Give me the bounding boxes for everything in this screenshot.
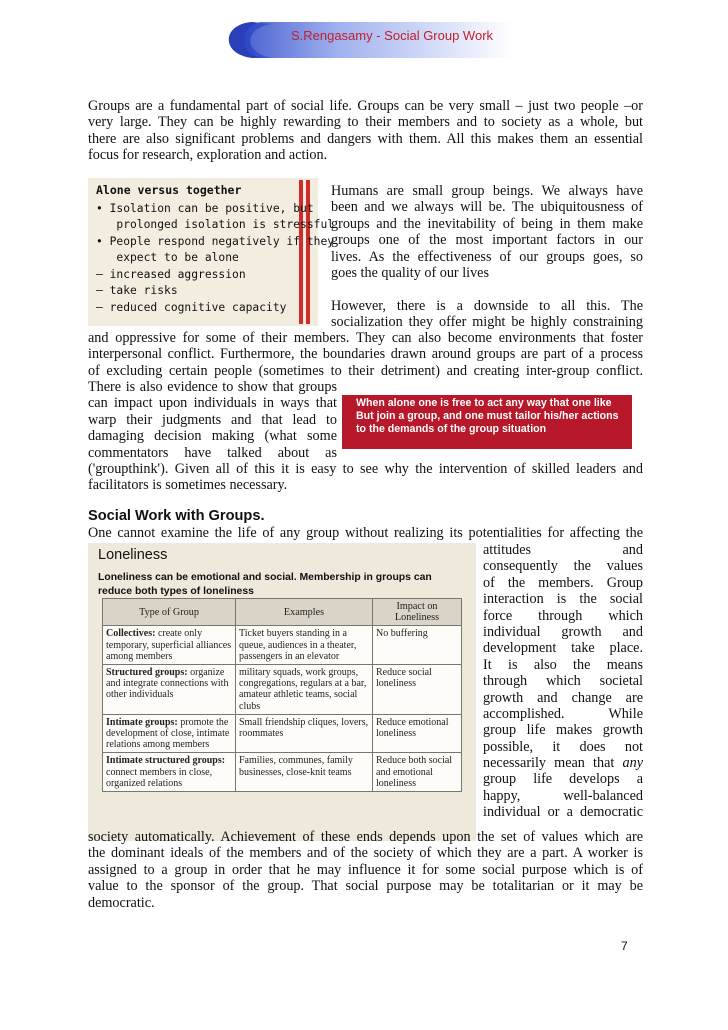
text-line: damaging decision making (what some: [88, 428, 337, 445]
alone-box-title: Alone versus together: [96, 183, 242, 197]
type-cell: [103, 753, 236, 792]
type-cell: [103, 714, 236, 753]
closing-paragraph: [88, 829, 643, 911]
text-line: groups one of the most important factors in our: [331, 232, 643, 249]
type-name: Intimate structured groups:: [106, 755, 226, 767]
impact-cell: Reduce both social and emotional loneliness: [373, 753, 462, 792]
loneliness-table: [102, 598, 462, 792]
page-header: [212, 18, 512, 62]
alone-box-item: • Isolation can be positive, but: [96, 202, 314, 215]
after-callout-text: [88, 461, 643, 494]
text-line: focus for research, exploration and action.: [88, 147, 328, 164]
left-column-text: [88, 379, 337, 461]
type-name: Collectives:: [106, 628, 156, 640]
text-line: individual or a democratic: [483, 804, 643, 821]
examples-cell: Families, communes, family businesses, close-knit teams: [236, 753, 373, 792]
table-header-row: [103, 599, 462, 626]
text-line: development take place.: [483, 640, 643, 657]
loneliness-subtitle: Loneliness can be emotional and social. Membership in groups can reduce both types of loneliness: [98, 572, 432, 597]
column-header: Type of Group: [103, 599, 236, 626]
type-description: connect members in close, organized relations: [106, 766, 213, 789]
text-line: groups and the inevitability of being in them make: [331, 215, 643, 232]
section-first-line: [88, 525, 643, 541]
impact-cell: Reduce social loneliness: [373, 665, 462, 715]
text-line: the dominant ideals of the members and of the society of which they are a part. A worker is: [88, 845, 643, 862]
type-cell: [103, 626, 236, 665]
text-line: there are also significant problems and dangers with them. All this makes them an essential: [88, 130, 643, 147]
text-line: socialization they offer might be highly constraining: [331, 314, 643, 331]
type-name: Intimate groups:: [106, 716, 178, 728]
table-row: [103, 626, 462, 665]
type-cell: [103, 665, 236, 715]
text-line: Groups are a fundamental part of social life. Groups can be very small – just two people –or: [88, 98, 643, 114]
alone-versus-together-box: [88, 178, 335, 326]
text-line: However, there is a downside to all this. The: [331, 297, 643, 314]
text-line: lives. As the effectiveness of our groups goes, so: [331, 248, 643, 265]
text-line: ('groupthink'). Given all of this it is easy to see why the intervention of skilled leaders and: [88, 461, 643, 477]
type-name: Structured groups:: [106, 667, 188, 679]
right-column-text: [331, 183, 643, 331]
alone-box-item: prolonged isolation is stressful: [96, 218, 335, 231]
text-line: interpersonal conflict. Furthermore, the boundaries drawn around groups are part of a process: [88, 346, 643, 363]
section-heading: Social Work with Groups.: [88, 508, 265, 524]
text-line: attitudes and: [483, 542, 643, 558]
text-line: Humans are small group beings. We always have: [331, 183, 643, 199]
text-line: can impact upon individuals in ways that: [88, 395, 337, 412]
table-row: [103, 753, 462, 792]
text-line: happy, well-balanced: [483, 787, 643, 804]
column-header: Examples: [236, 599, 373, 626]
text-line: commentators have talked about as: [88, 444, 337, 461]
text-line: society automatically. Achievement of these ends depends upon the set of values which are: [88, 829, 643, 845]
table-row: [103, 665, 462, 715]
text-line: [331, 281, 643, 297]
loneliness-title: Loneliness: [98, 547, 168, 563]
text-line: through which societal: [483, 673, 643, 690]
impact-cell: Reduce emotional loneliness: [373, 714, 462, 753]
text-line: individual growth and: [483, 623, 643, 640]
text-line: and oppressive for some of their members. They can also become environments that foster: [88, 330, 643, 346]
narrow-column-text: [483, 542, 643, 821]
quote-callout: [342, 395, 632, 461]
text-line: consequently the values: [483, 558, 643, 575]
text-line: growth and change are: [483, 689, 643, 706]
text-line: group life makes growth: [483, 722, 643, 739]
text-line: democratic.: [88, 894, 155, 911]
callout-text: When alone one is free to act any way that one like But join a group, and one must tailor his/her actions to the demands of the group situation: [356, 397, 619, 435]
alone-box-item: – take risks: [96, 284, 178, 297]
text-line: of the members. Group: [483, 574, 643, 591]
text-line: One cannot examine the life of any group without realizing its potentialities for affecting the: [88, 525, 643, 541]
page-number: 7: [621, 939, 628, 953]
loneliness-box: [88, 543, 476, 841]
type-description: create only temporary, superficial alliances among members: [106, 628, 232, 662]
alone-box-item: – reduced cognitive capacity: [96, 301, 287, 314]
type-description: promote the development of close, intimate relations among members: [106, 716, 230, 751]
impact-cell: No buffering: [373, 626, 462, 665]
text-line: assigned to a group in order that he may influence it for some social purpose which is of: [88, 861, 643, 878]
header-title: S.Rengasamy - Social Group Work: [290, 28, 494, 43]
text-line: group life develops a: [483, 771, 643, 788]
text-line: very large. They can be highly rewarding to their members and to society as a whole, but: [88, 114, 643, 131]
text-line: accomplished. While: [483, 705, 643, 722]
text-line: necessarily mean that any: [483, 755, 643, 772]
text-line: interaction is the social: [483, 591, 643, 608]
alone-box-item: – increased aggression: [96, 268, 246, 281]
middle-text: [88, 330, 643, 379]
table-row: [103, 714, 462, 753]
examples-cell: military squads, work groups, congregations, regulars at a bar, amateur athletic teams, social clubs: [236, 665, 373, 715]
text-line: facilitators is sometimes necessary.: [88, 477, 288, 494]
text-line: value to the sponsor of the group. That social purpose may be totalitarian or it may be: [88, 878, 643, 895]
text-line: been and we always will be. The ubiquitousness of: [331, 199, 643, 216]
text-line: of excluding certain people (sometimes to their detriment) and creating inter-group conflict.: [88, 362, 643, 379]
text-line: force through which: [483, 607, 643, 624]
examples-cell: Small friendship cliques, lovers, roommates: [236, 714, 373, 753]
examples-cell: Ticket buyers standing in a queue, audiences in a theater, passengers in an elevator: [236, 626, 373, 665]
type-description: organize and integrate connections with other individuals: [106, 667, 229, 701]
text-line: goes the quality of our lives: [331, 264, 490, 281]
text-line: warp their judgments and that lead to: [88, 411, 337, 428]
intro-paragraph: [88, 98, 643, 164]
text-line: There is also evidence to show that groups: [88, 379, 337, 395]
text-line: possible, it does not: [483, 738, 643, 755]
alone-box-item: • People respond negatively if they: [96, 235, 335, 248]
column-header: Impact on Loneliness: [373, 599, 462, 626]
text-line: It is also the means: [483, 656, 643, 673]
alone-box-item: expect to be alone: [96, 251, 239, 264]
